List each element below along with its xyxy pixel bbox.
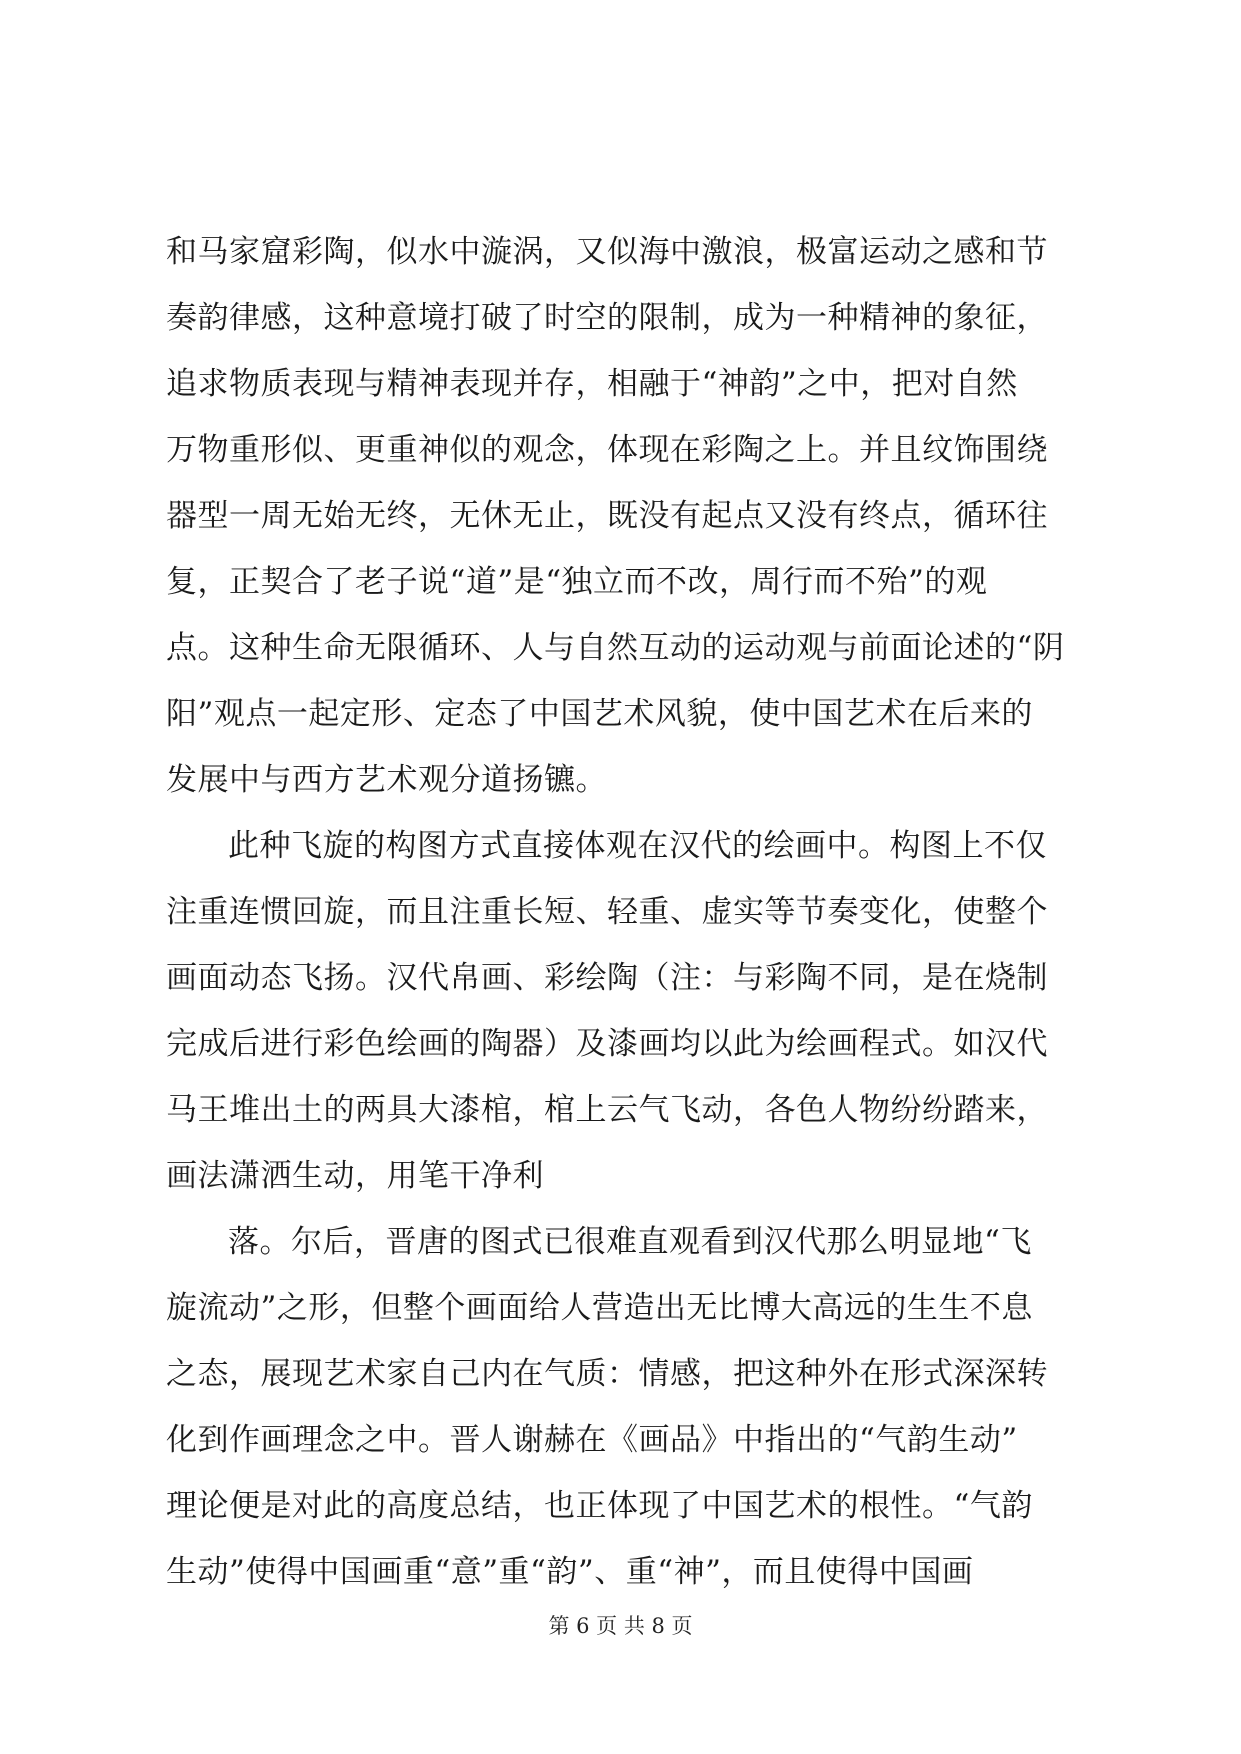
text-line: 注重连惯回旋，而且注重长短、轻重、虚实等节奏变化，使整个 bbox=[166, 894, 1048, 930]
text-line: 画法潇洒生动，用笔干净利 bbox=[166, 1158, 544, 1194]
text-line: 复，正契合了老子说“道”是“独立而不改，周行而不殆”的观 bbox=[166, 564, 988, 600]
text-line: 完成后进行彩色绘画的陶器）及漆画均以此为绘画程式。如汉代 bbox=[166, 1026, 1048, 1062]
text-line: 点。这种生命无限循环、人与自然互动的运动观与前面论述的“阴 bbox=[166, 630, 1065, 666]
text-line: 和马家窟彩陶，似水中漩涡，又似海中激浪，极富运动之感和节 bbox=[166, 234, 1048, 270]
text-line: 马王堆出土的两具大漆棺，棺上云气飞动，各色人物纷纷踏来， bbox=[166, 1092, 1048, 1128]
text-line: 阳”观点一起定形、定态了中国艺术风貌，使中国艺术在后来的 bbox=[166, 696, 1033, 732]
paragraph-first-line: 落。尔后，晋唐的图式已很难直观看到汉代那么明显地“飞 bbox=[228, 1224, 1032, 1260]
text-line: 生动”使得中国画重“意”重“韵”、重“神”，而且使得中国画 bbox=[166, 1554, 974, 1590]
text-line: 旋流动”之形，但整个画面给人营造出无比博大高远的生生不息 bbox=[166, 1290, 1033, 1326]
text-line: 器型一周无始无终，无休无止，既没有起点又没有终点，循环往 bbox=[166, 498, 1048, 534]
text-line: 化到作画理念之中。晋人谢赫在《画品》中指出的“气韵生动” bbox=[166, 1422, 1018, 1458]
text-line: 理论便是对此的高度总结，也正体现了中国艺术的根性。“气韵 bbox=[166, 1488, 1033, 1524]
text-line: 奏韵律感，这种意境打破了时空的限制，成为一种精神的象征， bbox=[166, 300, 1048, 336]
paragraph-first-line: 此种飞旋的构图方式直接体观在汉代的绘画中。构图上不仅 bbox=[228, 828, 1047, 864]
text-line: 画面动态飞扬。汉代帛画、彩绘陶（注：与彩陶不同，是在烧制 bbox=[166, 960, 1048, 996]
page-number-footer: 第 6 页 共 8 页 bbox=[548, 1614, 693, 1638]
text-line: 之态，展现艺术家自己内在气质：情感，把这种外在形式深深转 bbox=[166, 1356, 1048, 1392]
text-line: 万物重形似、更重神似的观念，体现在彩陶之上。并且纹饰围绕 bbox=[166, 432, 1048, 468]
text-line: 发展中与西方艺术观分道扬镳。 bbox=[166, 762, 607, 798]
text-line: 追求物质表现与精神表现并存，相融于“神韵”之中，把对自然 bbox=[166, 366, 1018, 402]
